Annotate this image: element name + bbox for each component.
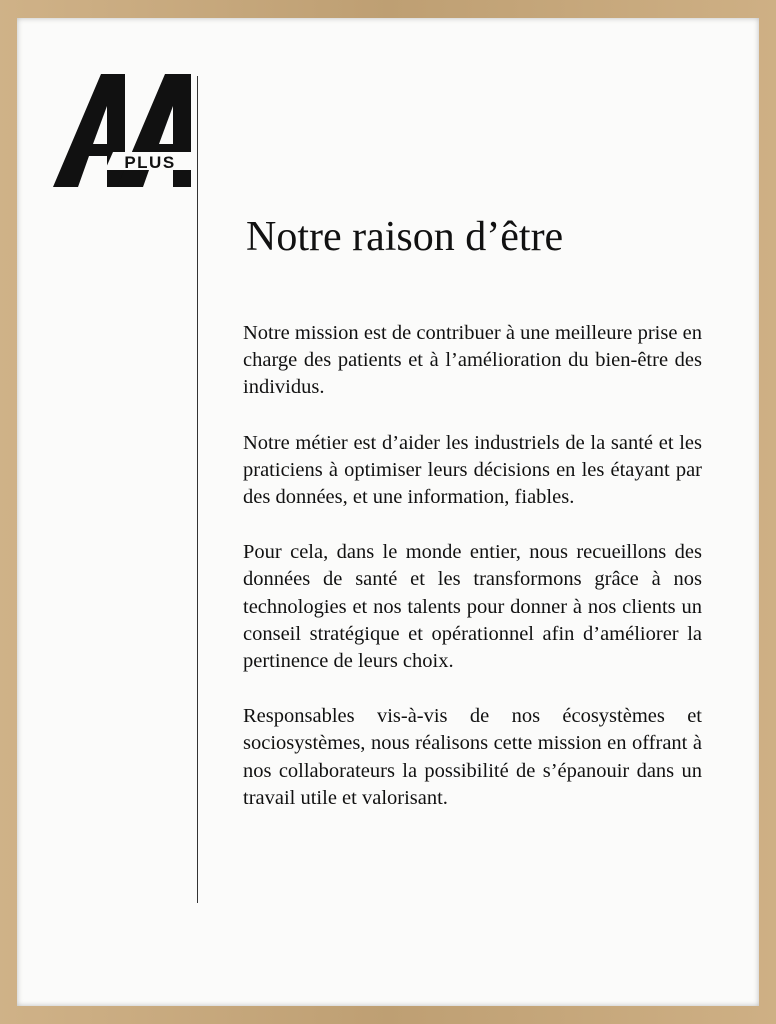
vertical-divider [197, 76, 198, 903]
paragraph-methode: Pour cela, dans le monde entier, nous recueillons des données de santé et les transformons grâce à nos technologies et nos talents pour donner à nos clients un conseil stratégique et opérationnel afin d’améliorer la pertinence de leurs choix. [243, 541, 702, 673]
paragraph-responsabilite: Responsables vis-à-vis de nos écosystèmes et sociosystèmes, nous réalisons cette mission en offrant à nos collaborateurs la possibilité de s’épanouir dans un travail utile et valorisant. [243, 705, 702, 809]
poster [17, 18, 759, 1006]
body-text [243, 320, 702, 840]
logo-plus-text: PLUS [124, 153, 176, 172]
paragraph-mission: Notre mission est de contribuer à une meilleure prise en charge des patients et à l’amélioration du bien-être des individus. [243, 322, 702, 399]
page-title: Notre raison d’être [246, 214, 564, 260]
aa-plus-logo [53, 74, 195, 190]
paragraph-metier: Notre métier est d’aider les industriels de la santé et les praticiens à optimiser leurs décisions en les étayant par des données, et une information, fiables. [243, 431, 702, 509]
